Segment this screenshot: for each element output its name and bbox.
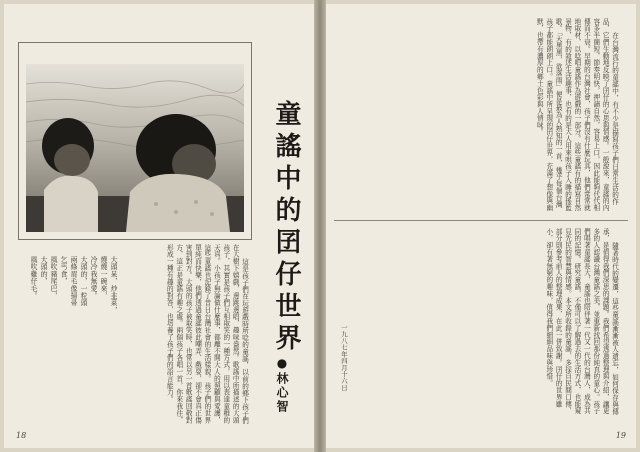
photo-two-children <box>26 64 244 232</box>
poem-line: 燒燒一碗來， <box>99 256 107 300</box>
poem-line: 乞丐食， <box>59 256 67 285</box>
right-bottom-text <box>334 228 628 418</box>
right-col-11: 本文所收錄的童謠，多採自民間口傳，部分則參考前人的整理成果，在此一併致謝。 <box>554 228 572 415</box>
left-page-number: 18 <box>16 431 27 440</box>
right-col-7: 隨著時代的變遷，這些童謠漸漸被人遺忘，如何保存與傳承，是值得我們深思的課題。 <box>601 228 619 415</box>
poem-line: 冷冷我無愛。 <box>89 256 97 300</box>
right-col-1: 在台灣流行的童謠中，有不少是描寫孩子們日常生活的作品，它們生動地反映了囝仔的心思與情感。 <box>601 18 619 205</box>
article-author <box>274 356 291 414</box>
right-col-5: 「天黑黑，欲落雨」便是最為人熟知的一首，幾乎每個台灣孩子都能朗朗上口。 <box>544 18 563 208</box>
right-col-12: 囝仔的世界雖小，卻有著無窮的趣味，值得我們細細品味與珍惜。 <box>544 228 563 408</box>
right-col-8: 我們希望透過整理與介紹，讓更多的人認識台灣童謠之美，並重新找回那份純真的童心。 <box>591 228 610 415</box>
right-col-2: 一般說來，童謠的內容多半簡短，節奏明快，押韻自然，容易上口，因此能夠代代相傳而不衰。 <box>582 18 610 212</box>
poem-line: 風吹豬尾巴， <box>49 256 57 300</box>
left-col-1: 這是孩子們在玩遊戲時所唸的童謠，以前的鄉下孩子們在大樹下嬉戲，邊跳邊唱，趣味盎然。 <box>231 244 249 424</box>
right-col-10: 研究童謠，不僅可以了解過去的生活方式，也能窺見先民的智慧與情感。 <box>563 228 581 415</box>
left-body-text <box>124 244 258 430</box>
publication-date: 一九八七年四月十六日 <box>340 324 348 391</box>
left-col-3: 小孩子無論做什麼事，都離不開大人的照顧與愛護，這些童謠也記錄了昔日台灣社會的生活樣貌。 <box>202 244 221 424</box>
right-col-6: 童謠中所呈現的囝仔世界，充滿了想像與幽默，也帶有濃厚的鄉土色彩與人情味。 <box>535 18 553 212</box>
right-top-text <box>334 18 628 214</box>
right-page <box>326 4 636 448</box>
poem-line: 風吹雞仔毛。 <box>29 256 37 300</box>
right-col-4: 這些童謠有的描寫自然景物，有的敘述生活趣事，也有的是大人用來哄孩子入睡的搖籃歌。 <box>554 18 581 212</box>
right-col-3: 早期的台灣社會，孩子們沒有什麼玩具，他們常常就地取材，以唸唱童謠作為遊戲的一部分。 <box>572 18 591 212</box>
left-col-2: 歌謠中所描述的大頭孩子，其實是孩子們互相取笑的一種方式，用以表達童稚的天真。 <box>212 244 240 424</box>
children-photo-illustration <box>26 64 244 232</box>
author-bullet: ● <box>275 356 289 372</box>
right-page-number: 19 <box>615 431 626 440</box>
left-page <box>4 4 314 448</box>
poem-line: 大頭呆，炒韭菜， <box>109 256 117 314</box>
author-name: 林心智 <box>275 372 289 414</box>
left-col-4: 孩子們的世界單純而快樂，他們透過童謠彼此嘲弄、戲耍，卻不會真正傷害到對方。 <box>184 244 211 424</box>
article-title: 童謠中的囝仔世界 <box>271 100 301 356</box>
left-col-5: 大頭的孩子被取笑時，也常以另一首歌謠回敬對方，這正是童謠有趣之處。 <box>174 244 193 424</box>
poem-line: 大頭的，一粒頭 <box>79 256 87 307</box>
left-col-6: 兩個孩子各唱一首，你來我往，形成一種有趣的對答，也培養了孩子們的語言能力。 <box>165 244 183 424</box>
poem-block <box>18 256 118 416</box>
poem-line: 兩條眉毛像掃帚 <box>69 256 77 307</box>
section-divider <box>334 220 628 221</box>
binding-gutter <box>314 0 326 452</box>
right-col-9: 孩子們唱著童謠長大，童謠也陪伴著一代又一代的台灣人，成為共同的記憶。 <box>572 228 600 415</box>
poem-line: 大頭的， <box>39 256 47 285</box>
